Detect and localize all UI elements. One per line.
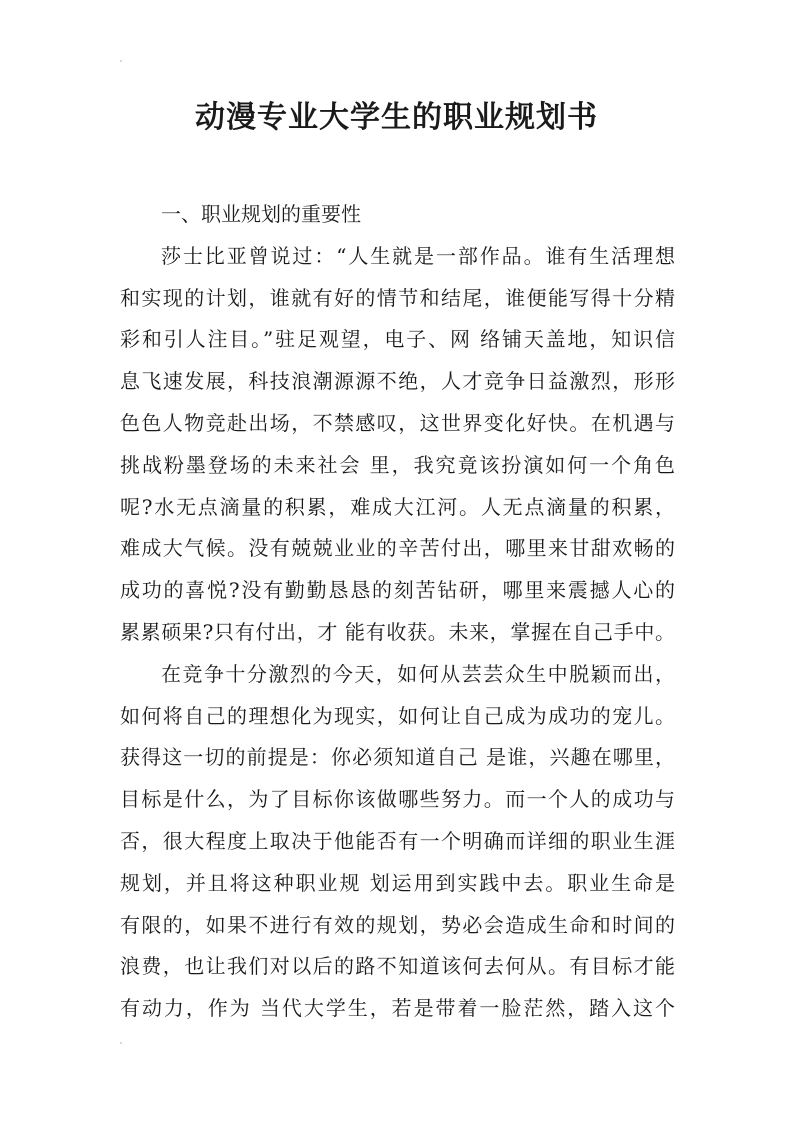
section-heading: 一、职业规划的重要性: [161, 202, 361, 226]
corner-mark-bottom: [120, 1042, 122, 1044]
paragraph-line: 彩和引人注目。”驻足观望，电子、网 络铺天盖地，知识信: [120, 327, 675, 352]
paragraph-line: 在竞争十分激烈的今天，如何从芸芸众生中脱颖而出，: [161, 661, 675, 686]
paragraph-line: 色色人物竞赴出场，不禁感叹，这世界变化好快。在机遇与: [120, 410, 675, 435]
paragraph-line: 息飞速发展，科技浪潮源源不绝，人才竞争日益激烈，形形: [120, 369, 675, 394]
paragraph-line: 目标是什么，为了目标你该做哪些努力。而一个人的成功与: [120, 787, 675, 812]
paragraph-line: 否，很大程度上取决于他能否有一个明确而详细的职业生涯: [120, 828, 675, 853]
paragraph-line: 难成大气候。没有兢兢业业的辛苦付出，哪里来甘甜欢畅的: [120, 536, 675, 561]
paragraph-line: 获得这一切的前提是：你必须知道自己 是谁，兴趣在哪里，: [120, 745, 675, 770]
corner-mark-top: [120, 60, 122, 62]
paragraph-line: 有限的，如果不进行有效的规划，势必会造成生命和时间的: [120, 912, 675, 937]
paragraph-line: 呢?水无点滴量的积累，难成大江河。人无点滴量的积累，: [120, 494, 675, 519]
paragraph-line: 莎士比亚曾说过：“人生就是一部作品。谁有生活理想: [161, 243, 675, 268]
paragraph-line: 和实现的计划，谁就有好的情节和结尾，谁便能写得十分精: [120, 285, 675, 310]
paragraph-line: 累累硕果?只有付出，才 能有收获。未来，掌握在自己手中。: [120, 619, 675, 644]
document-title: 动漫专业大学生的职业规划书: [195, 100, 598, 135]
paragraph-line: 规划，并且将这种职业规 划运用到实践中去。职业生命是: [120, 870, 675, 895]
document-body: [120, 194, 675, 1030]
paragraph-line: 有动力，作为 当代大学生，若是带着一脸茫然，踏入这个: [120, 996, 675, 1021]
paragraph-line: 如何将自己的理想化为现实，如何让自己成为成功的宠儿。: [120, 703, 675, 728]
paragraph-line: 浪费，也让我们对以后的路不知道该何去何从。有目标才能: [120, 954, 675, 979]
paragraph-line: 挑战粉墨登场的未来社会 里，我究竟该扮演如何一个角色: [120, 452, 675, 477]
paragraph-line: 成功的喜悦?没有勤勤恳恳的刻苦钻研，哪里来震撼人心的: [120, 578, 675, 603]
